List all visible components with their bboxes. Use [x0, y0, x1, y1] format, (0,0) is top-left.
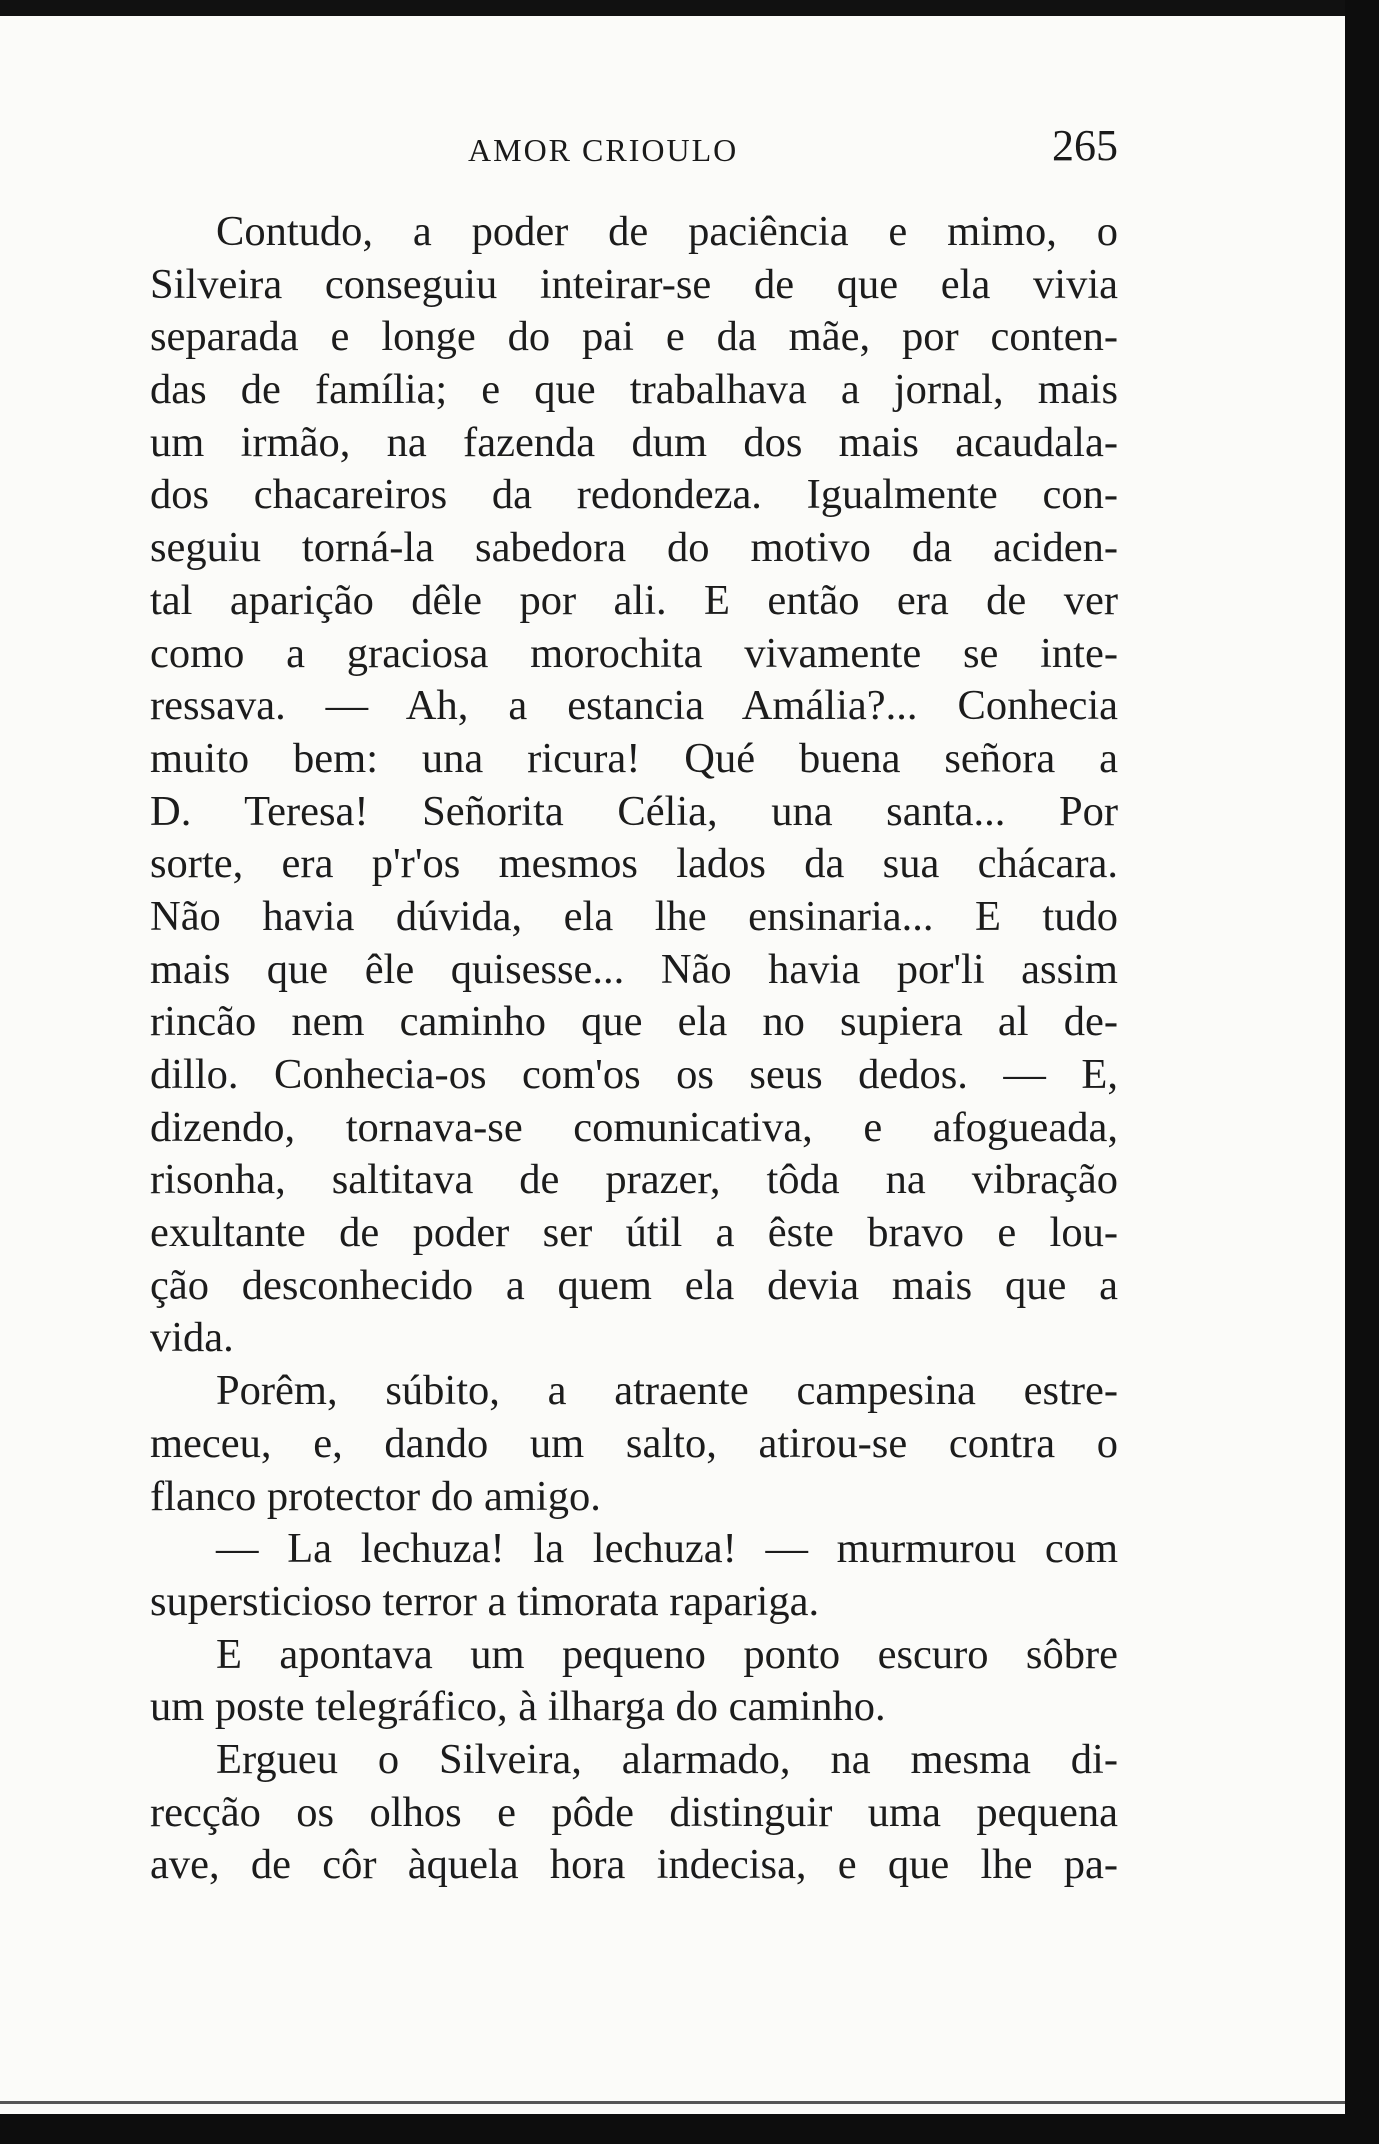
text-line: como a graciosa morochita vivamente se inte-: [150, 629, 1118, 677]
text-line: supersticioso terror a timorata rapariga.: [150, 1577, 820, 1625]
text-line: das de família; e que trabalhava a jornal, mais: [150, 366, 1118, 414]
text-line: D. Teresa! Señorita Célia, una santa... Por: [150, 787, 1118, 835]
running-title: AMOR CRIOULO: [468, 132, 739, 168]
page-header: [150, 118, 1118, 178]
text-line: vida.: [150, 1314, 234, 1362]
scan-edge-top: [0, 0, 1379, 16]
text-line: muito bem: una ricura! Qué buena señora a: [150, 734, 1118, 782]
text-line: tal aparição dêle por ali. E então era de ver: [150, 576, 1118, 624]
page-number: 265: [1052, 121, 1118, 170]
text-line: Porêm, súbito, a atraente campesina estre-: [216, 1367, 1118, 1415]
text-line: um poste telegráfico, à ilharga do caminho.: [150, 1683, 886, 1731]
text-line: seguiu torná-la sabedora do motivo da aciden-: [150, 524, 1118, 572]
text-line: E apontava um pequeno ponto escuro sôbre: [216, 1630, 1118, 1678]
text-line: Contudo, a poder de paciência e mimo, o: [216, 208, 1118, 255]
text-line: risonha, saltitava de prazer, tôda na vibração: [150, 1156, 1118, 1204]
scan-edge-right: [1345, 0, 1379, 2144]
text-line: sorte, era p'r'os mesmos lados da sua chácara.: [150, 840, 1118, 888]
text-line: mais que êle quisesse... Não havia por'li assim: [150, 945, 1118, 993]
text-line: dos chacareiros da redondeza. Igualmente con-: [150, 471, 1118, 519]
text-line: dillo. Conhecia-os com'os os seus dedos. — E,: [150, 1051, 1118, 1098]
text-line: Ergueu o Silveira, alarmado, na mesma di-: [216, 1735, 1118, 1783]
text-line: ave, de côr àquela hora indecisa, e que lhe pa-: [150, 1841, 1118, 1889]
text-line: um irmão, na fazenda dum dos mais acaudala-: [150, 418, 1118, 466]
text-line: ção desconhecido a quem ela devia mais que a: [150, 1261, 1118, 1309]
text-line: ressava. — Ah, a estancia Amália?... Conhecia: [150, 682, 1118, 730]
scan-edge-line: [0, 2101, 1345, 2104]
text-line: flanco protector do amigo.: [150, 1472, 601, 1520]
body-text: [150, 206, 1118, 1892]
text-line: Não havia dúvida, ela lhe ensinaria... E tudo: [150, 892, 1118, 940]
text-line: recção os olhos e pôde distinguir uma pequena: [150, 1788, 1118, 1836]
text-line: rincão nem caminho que ela no supiera al de-: [150, 998, 1118, 1046]
text-line: dizendo, tornava-se comunicativa, e afogueada,: [150, 1103, 1118, 1151]
text-line: meceu, e, dando um salto, atirou-se contra o: [150, 1419, 1118, 1467]
scan-edge-bottom: [0, 2114, 1379, 2144]
text-line: Silveira conseguiu inteirar-se de que ela vivia: [150, 260, 1118, 308]
text-line: exultante de poder ser útil a êste bravo e lou-: [150, 1209, 1118, 1257]
text-line: — La lechuza! la lechuza! — murmurou com: [216, 1525, 1118, 1573]
text-line: separada e longe do pai e da mãe, por conten-: [150, 313, 1118, 361]
